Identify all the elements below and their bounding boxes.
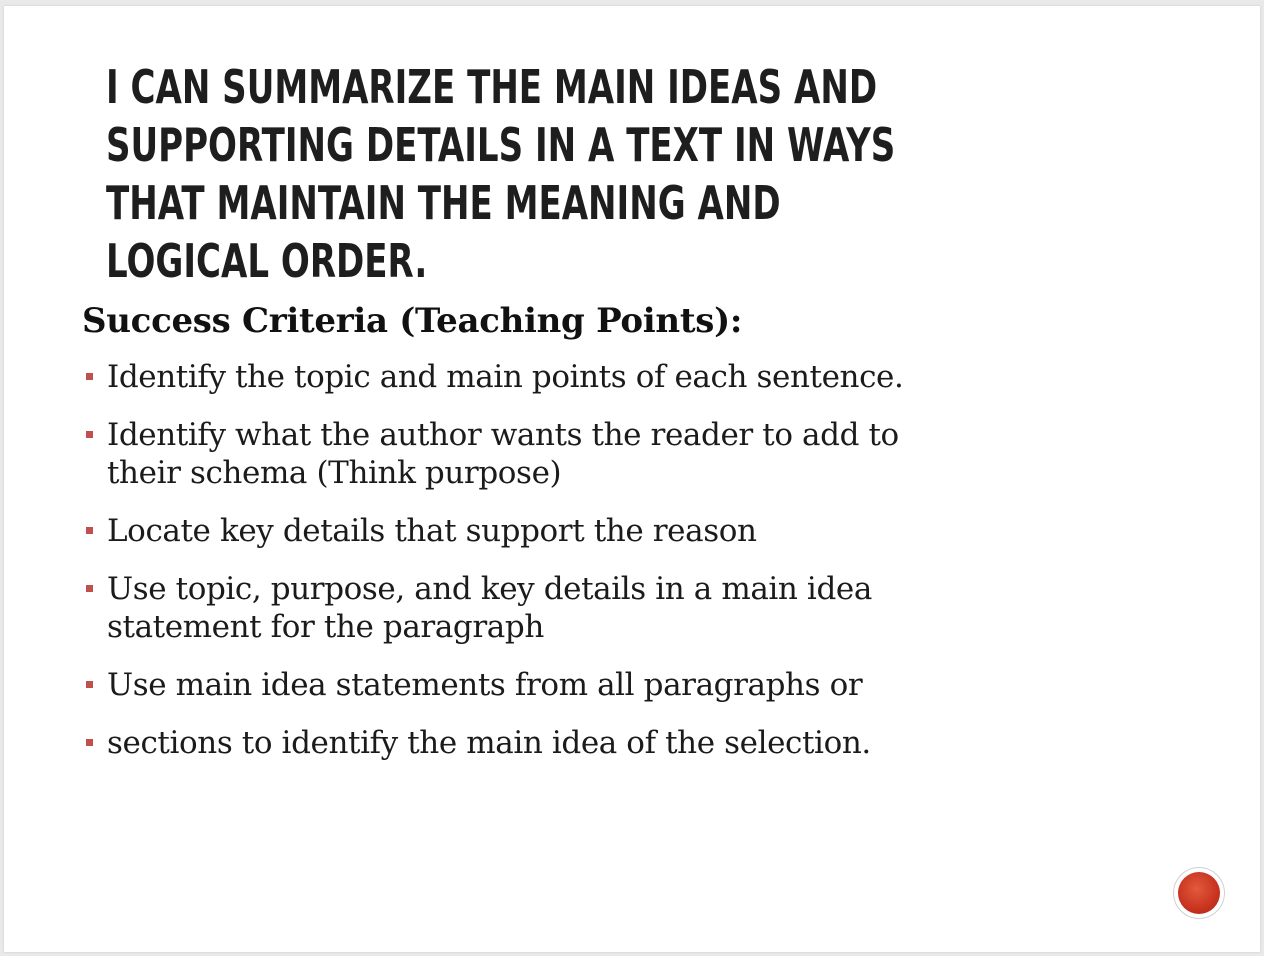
list-item [82, 724, 942, 762]
list-item-text: Use topic, purpose, and key details in a main idea statement for the paragraph [107, 571, 872, 645]
list-item-text: Locate key details that support the reason [107, 513, 757, 549]
square-bullet-icon [86, 681, 93, 688]
square-bullet-icon [86, 373, 93, 380]
list-item-text: Identify the topic and main points of each sentence. [107, 359, 904, 395]
list-item [82, 416, 942, 492]
list-item-text: sections to identify the main idea of the selection. [107, 725, 871, 761]
slide-title: I CAN SUMMARIZE THE MAIN IDEAS AND SUPPORTING DETAILS IN A TEXT IN WAYS THAT MAINTAIN THE MEANING AND LOGICAL ORDER. [106, 60, 896, 288]
list-item [82, 666, 942, 704]
slide-nav-button[interactable] [1174, 868, 1224, 918]
circle-icon [1178, 872, 1220, 914]
square-bullet-icon [86, 739, 93, 746]
list-item [82, 512, 942, 550]
success-criteria-list [82, 358, 942, 782]
square-bullet-icon [86, 527, 93, 534]
success-criteria-heading: Success Criteria (Teaching Points): [82, 301, 743, 341]
list-item-text: Identify what the author wants the reader to add to their schema (Think purpose) [107, 417, 899, 491]
list-item [82, 570, 942, 646]
list-item-text: Use main idea statements from all paragraphs or [107, 667, 863, 703]
slide [4, 6, 1260, 952]
square-bullet-icon [86, 431, 93, 438]
square-bullet-icon [86, 585, 93, 592]
list-item [82, 358, 942, 396]
